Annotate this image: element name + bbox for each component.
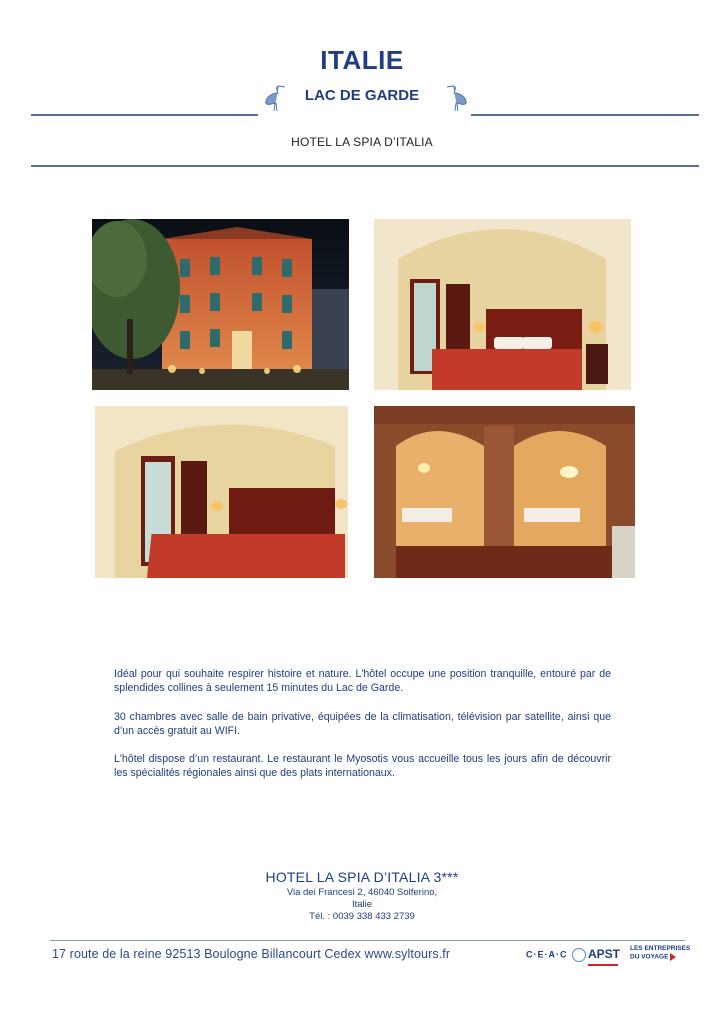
description-paragraph-1: Idéal pour qui souhaite respirer histoire et nature. L'hôtel occupe une position tranquille, entouré par de splendides collines à seulement 15 minutes du Lac de Garde. — [114, 668, 611, 694]
header-divider-right — [471, 114, 699, 116]
ceac-globe-icon — [572, 948, 586, 962]
bedroom-double-photo — [374, 219, 631, 390]
hotel-heading-divider — [31, 165, 699, 167]
footer-phone: Tél. : 0039 338 433 2739 — [309, 911, 415, 922]
footer-hotel-name: HOTEL LA SPIA D’ITALIA 3*** — [265, 869, 459, 885]
apst-logo — [588, 945, 620, 966]
hotel-heading: HOTEL LA SPIA D’ITALIA — [291, 135, 433, 149]
description-paragraph-3: L'hôtel dispose d’un restaurant. Le restaurant le Myosotis vous accueille tous les jours afin de découvrir les spécialités régionales ainsi que des plats internationaux. — [114, 753, 611, 779]
header-divider-left — [31, 114, 258, 116]
footer-address-line-2: Italie — [351, 899, 373, 910]
bedroom-twin-photo — [95, 406, 348, 578]
ceac-logo — [526, 948, 586, 962]
entreprises-logo-line-1: LES ENTREPRISES — [630, 945, 691, 952]
apst-logo-text: APST — [588, 947, 621, 961]
description-paragraph-2: 30 chambres avec salle de bain privative, équipées de la climatisation, télévision par satellite, ainsi que d’un accès gratuit au WIFI. — [114, 711, 611, 737]
entreprises-logo-line-2: DU VOYAGE — [630, 953, 690, 962]
apst-swoosh-icon — [588, 964, 618, 966]
page-title: ITALIE — [320, 45, 404, 75]
ceac-logo-text: C·E·A·C — [526, 949, 568, 960]
page-subtitle: LAC DE GARDE — [304, 87, 420, 104]
restaurant-arches-photo — [374, 406, 635, 578]
footer-address-line-1: Via dei Francesi 2, 46040 Solferino, — [286, 887, 438, 898]
company-address-line: 17 route de la reine 92513 Boulogne Billancourt Cedex www.syltours.fr — [52, 947, 451, 961]
footer-divider — [50, 940, 685, 941]
entreprises-arrow-icon — [670, 953, 676, 961]
entreprises-du-voyage-logo — [630, 945, 690, 962]
hotel-facade-night-photo — [92, 219, 349, 390]
